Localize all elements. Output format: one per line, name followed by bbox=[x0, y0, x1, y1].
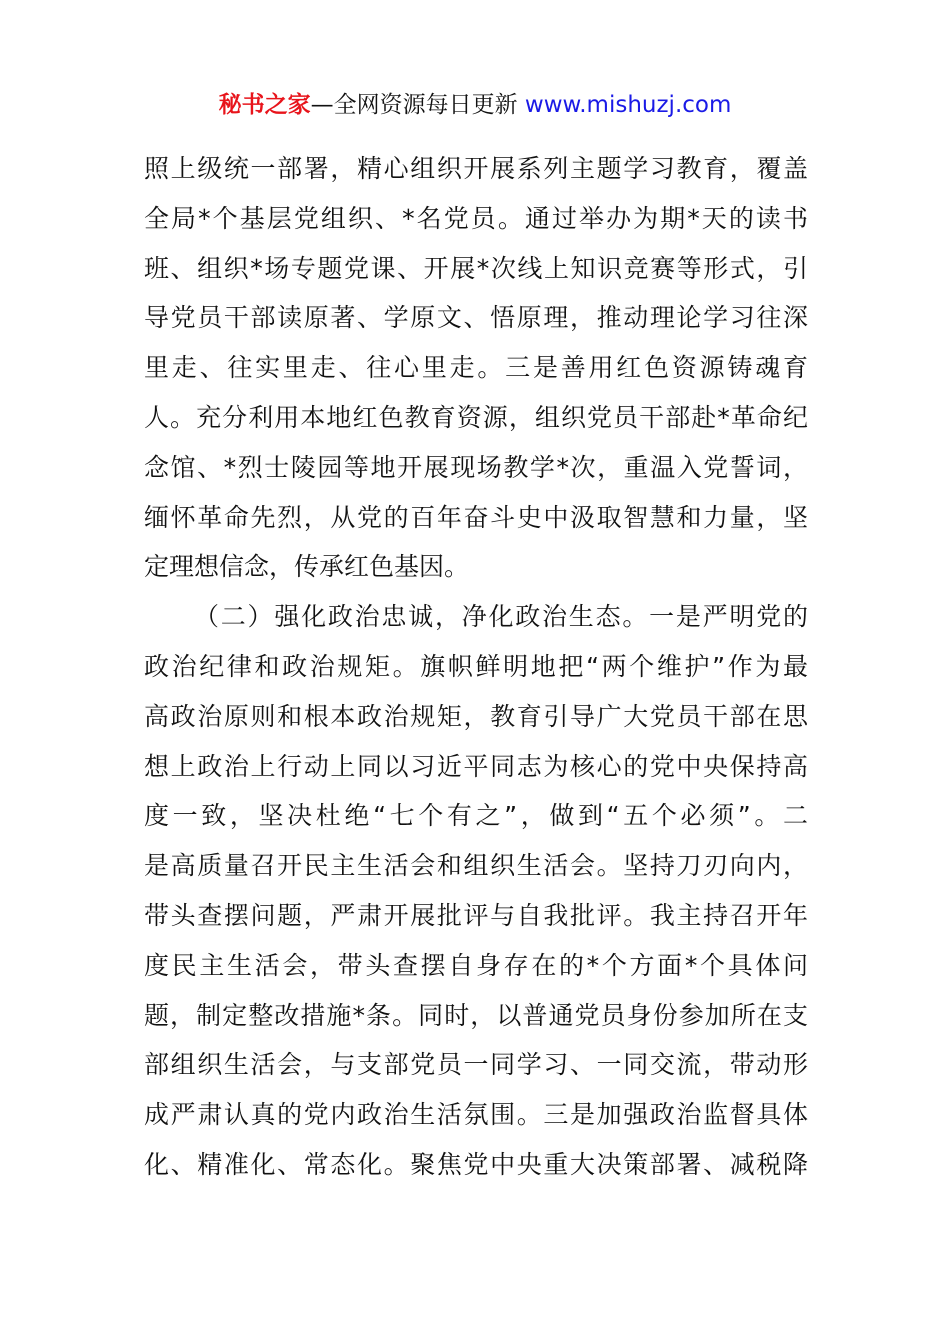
text-line: 想上政治上行动上同以习近平同志为核心的党中央保持高 bbox=[144, 751, 808, 781]
text-line: 题，制定整改措施*条。同时，以普通党员身份参加所在支 bbox=[144, 1000, 808, 1030]
text-line: 度一致，坚决杜绝“七个有之”，做到“五个必须”。二 bbox=[144, 801, 808, 831]
section-heading-line: （二）强化政治忠诚，净化政治生态。一是严明党的 bbox=[194, 602, 808, 632]
brand-name: 秘书之家 bbox=[218, 92, 311, 118]
text-line: 是高质量召开民主生活会和组织生活会。坚持刀刃向内， bbox=[144, 851, 808, 881]
paragraph-end-line: 定理想信念，传承红色基因。 bbox=[144, 552, 470, 582]
text-line: 缅怀革命先烈，从党的百年奋斗史中汲取智慧和力量，坚 bbox=[144, 502, 808, 532]
text-line: 成严肃认真的党内政治生活氛围。三是加强政治监督具体 bbox=[144, 1100, 808, 1130]
text-line: 人。充分利用本地红色教育资源，组织党员干部赴*革命纪 bbox=[144, 402, 808, 432]
document-body bbox=[144, 144, 808, 1190]
text-line: 全局*个基层党组织、*名党员。通过举办为期*天的读书 bbox=[144, 203, 808, 233]
text-line: 化、精准化、常态化。聚焦党中央重大决策部署、减税降 bbox=[144, 1149, 808, 1179]
header-tagline: —全网资源每日更新 bbox=[310, 92, 518, 118]
site-header bbox=[0, 88, 950, 122]
text-line: 里走、往实里走、往心里走。三是善用红色资源铸魂育 bbox=[144, 353, 808, 383]
text-line: 导党员干部读原著、学原文、悟原理，推动理论学习往深 bbox=[144, 303, 808, 333]
text-line: 带头查摆问题，严肃开展批评与自我批评。我主持召开年 bbox=[144, 900, 808, 930]
text-line: 度民主生活会，带头查摆自身存在的*个方面*个具体问 bbox=[144, 950, 808, 980]
text-line: 照上级统一部署，精心组织开展系列主题学习教育，覆盖 bbox=[144, 154, 808, 183]
text-line: 高政治原则和根本政治规矩，教育引导广大党员干部在思 bbox=[144, 701, 808, 731]
site-url-link[interactable]: www.mishuzj.com bbox=[524, 92, 732, 118]
text-line: 念馆、*烈士陵园等地开展现场教学*次，重温入党誓词， bbox=[144, 452, 808, 482]
text-line: 部组织生活会，与支部党员一同学习、一同交流，带动形 bbox=[144, 1050, 808, 1080]
text-line: 班、组织*场专题党课、开展*次线上知识竞赛等形式，引 bbox=[144, 253, 808, 283]
text-line: 政治纪律和政治规矩。旗帜鲜明地把“两个维护”作为最 bbox=[144, 651, 808, 681]
